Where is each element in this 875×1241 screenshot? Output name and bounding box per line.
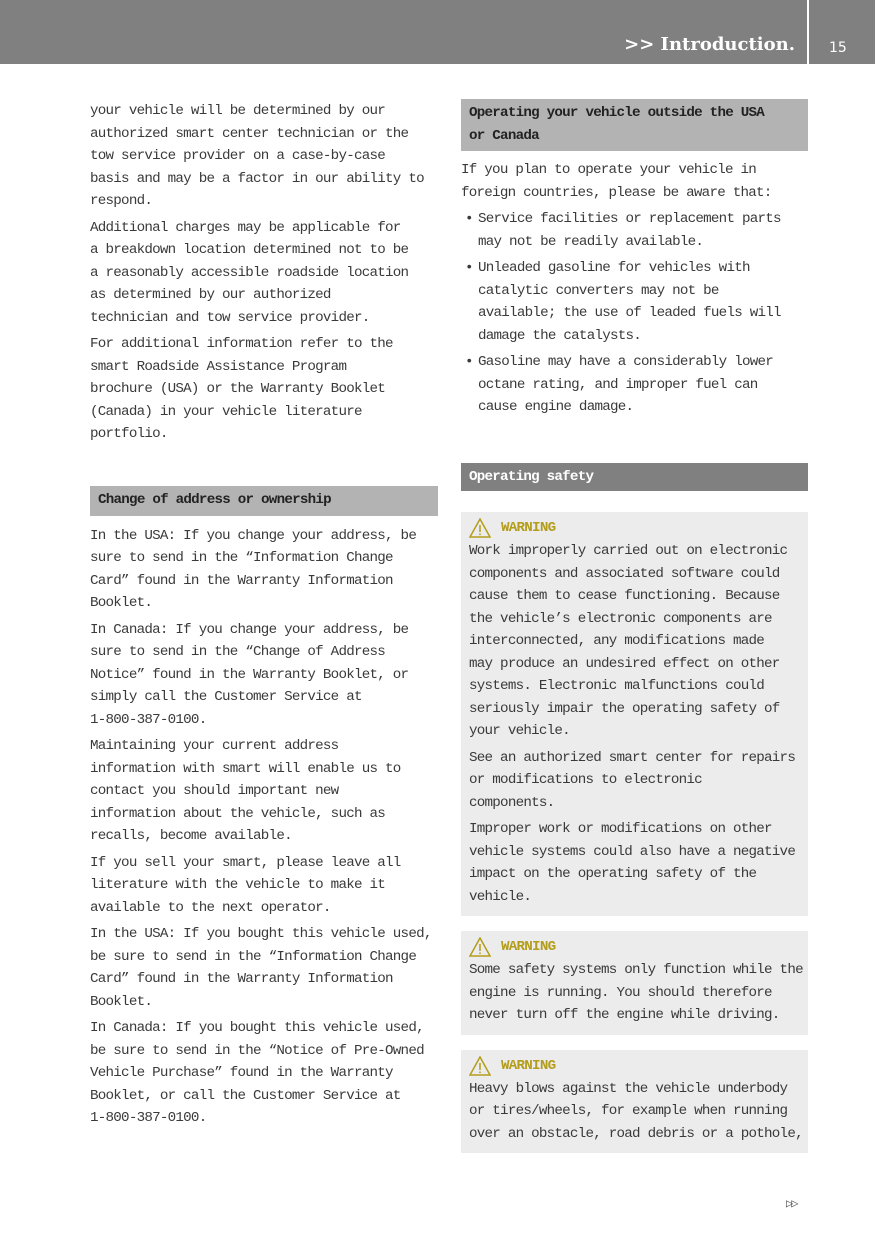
paragraph: If you plan to operate your vehicle in foreign countries, please be aware that: [461, 162, 772, 201]
header-bar [0, 0, 875, 64]
section-heading-operating-safety: Operating safety [461, 463, 808, 491]
paragraph: Heavy blows against the vehicle underbody or tires/wheels, for example when running over an obstacle, road debris or a pothole, [469, 1080, 803, 1142]
paragraph: In the USA: If you bought this vehicle used, be sure to send in the “Information Change Card” found in the Warranty Information Booklet. [90, 926, 432, 1010]
paragraph: Work improperly carried out on electronic components and associated software could cause them to cease functioning. Because the vehicle’s electronic components are interconnected, any modifications made may produce an undesired effect on other systems. Electronic malfunctions could seriously impair the operating safety of your vehicle. [469, 543, 788, 739]
warning-triangle-icon [469, 937, 491, 957]
paragraph: In the USA: If you change your address, be sure to send in the “Information Change Card” found in the Warranty Information Booklet. [90, 527, 417, 611]
warning-label: WARNING [501, 520, 556, 536]
right-column-abroad-section [461, 99, 808, 423]
warning-label: WARNING [501, 1057, 556, 1074]
list-item-text: Gasoline may have a considerably lower octane rating, and improper fuel can cause engine damage. [478, 354, 774, 415]
paragraph: If you sell your smart, please leave all literature with the vehicle to make it available to the next operator. [90, 854, 401, 916]
left-column-intro [90, 100, 440, 450]
chapter-title: >> Introduction. [624, 34, 795, 55]
warning-box [461, 1050, 808, 1154]
paragraph: Additional charges may be applicable for a breakdown location determined not to be a reasonably accessible roadside location as determined by our authorized technician and tow service provider. [90, 219, 409, 326]
paragraph: Some safety systems only function while the engine is running. You should therefore never turn off the engine while driving. [469, 962, 803, 1023]
header-divider [807, 0, 809, 64]
warning-triangle-icon [469, 518, 491, 538]
paragraph: Improper work or modifications on other vehicle systems could also have a negative impact on the operating safety of the vehicle. [469, 821, 796, 905]
warning-label: WARNING [501, 939, 556, 955]
paragraph: your vehicle will be determined by our authorized smart center technician or the tow service provider on a case-by-case basis and may be a factor in our ability to respond. [90, 103, 424, 209]
operating-safety-heading-wrap [461, 463, 808, 491]
list-item [461, 257, 808, 347]
paragraph: In Canada: If you bought this vehicle used, be sure to send in the “Notice of Pre-Owned Vehicle Purchase” found in the Warranty Booklet, or call the Customer Service at 1-800-387-0100. [90, 1020, 424, 1126]
paragraph: See an authorized smart center for repairs or modifications to electronic components. [469, 749, 796, 811]
paragraph: For additional information refer to the smart Roadside Assistance Program brochure (USA) or the Warranty Booklet (Canada) in your vehicle literature portfolio. [90, 336, 393, 442]
left-column-address-section [90, 486, 438, 1134]
warning-box [461, 512, 808, 916]
paragraph: In Canada: If you change your address, be sure to send in the “Change of Address Notice” found in the Warranty Booklet, or simply call the Customer Service at 1-800-387-0100. [90, 621, 409, 728]
page-number: 15 [829, 40, 847, 56]
list-item [461, 351, 808, 419]
continue-arrows-icon: ▷▷ [786, 1197, 797, 1211]
warning-box [461, 931, 808, 1035]
bullet-list [461, 208, 808, 419]
section-heading-change-of-address: Change of address or ownership [90, 486, 438, 516]
bullet-icon: • [465, 260, 473, 276]
list-item-text: Unleaded gasoline for vehicles with catalytic converters may not be available; the use of leaded fuels will damage the catalysts. [478, 260, 781, 344]
section-heading-outside-usa: Operating your vehicle outside the USA or Canada [461, 99, 808, 151]
bullet-icon: • [465, 211, 473, 227]
warning-triangle-icon [469, 1056, 491, 1076]
list-item-text: Service facilities or replacement parts may not be readily available. [478, 211, 781, 250]
paragraph: Maintaining your current address information with smart will enable us to contact you should important new information about the vehicle, such as recalls, become available. [90, 738, 401, 844]
warnings-list [461, 512, 808, 1168]
bullet-icon: • [465, 354, 473, 370]
list-item [461, 208, 808, 253]
